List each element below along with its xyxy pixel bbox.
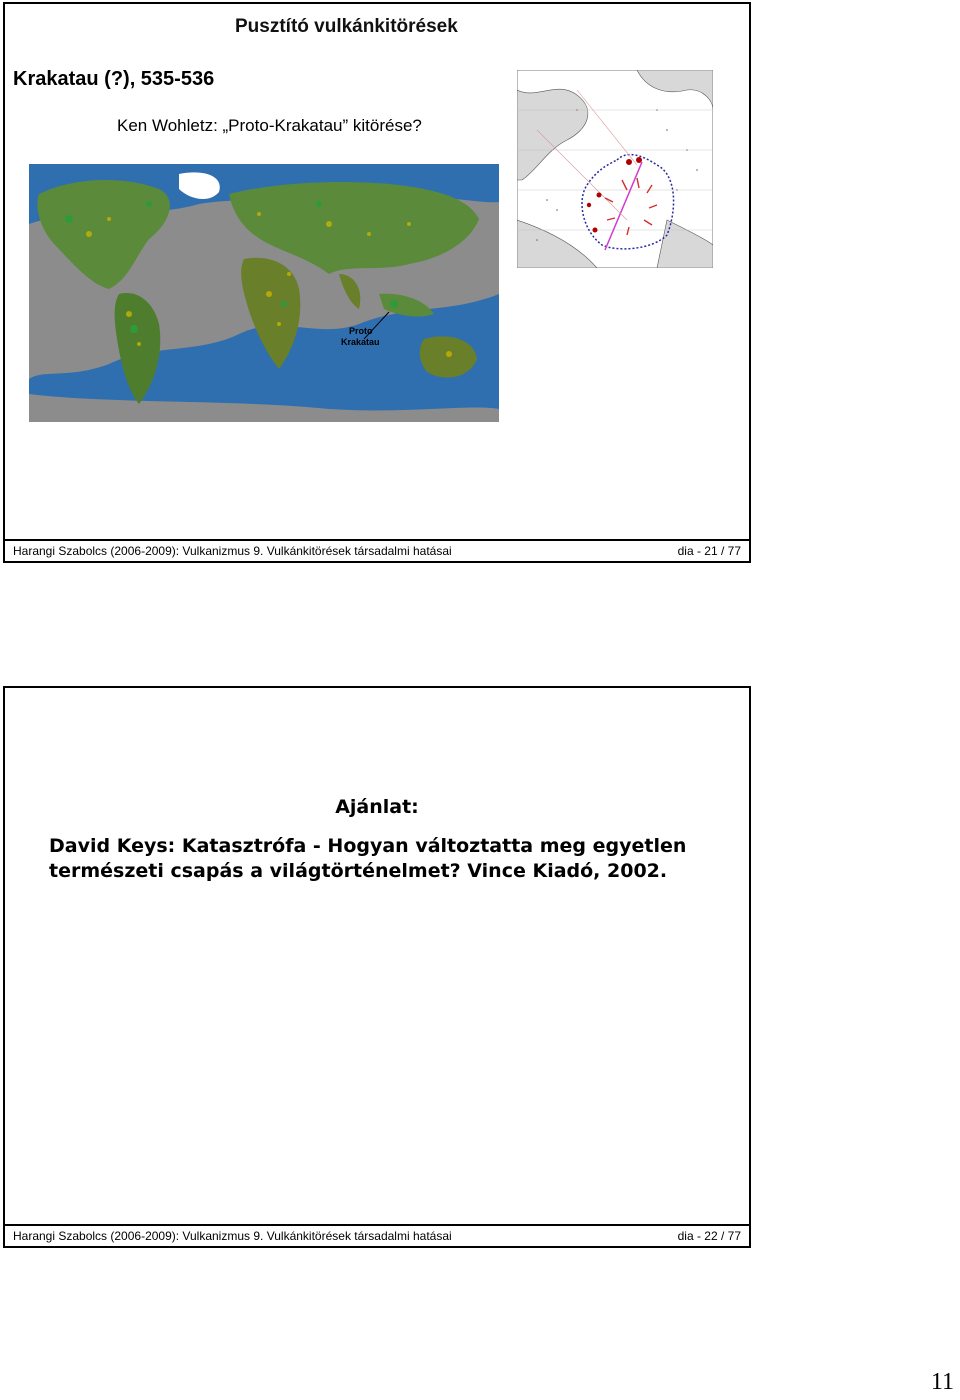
slide-heading: Ajánlat: <box>335 796 419 818</box>
slide-note: Ken Wohletz: „Proto-Krakatau” kitörése? <box>117 116 422 135</box>
slide-footer <box>5 1224 749 1246</box>
slide-subtitle: Krakatau (?), 535-536 <box>13 68 215 90</box>
map-label-proto: Proto <box>349 326 373 336</box>
slide-21 <box>3 2 751 563</box>
map-label-krakatau: Krakatau <box>341 337 380 347</box>
footer-course: Harangi Szabolcs (2006-2009): Vulkanizmus 9. Vulkánkitörések társadalmi hatásai <box>13 544 452 558</box>
nautical-chart-image <box>517 70 713 268</box>
slide-body: David Keys: Katasztrófa - Hogyan változtatta meg egyetlen természeti csapás a világtörténelmet? Vince Kiadó, 2002. <box>49 835 687 882</box>
footer-slide-number: dia - 21 / 77 <box>677 544 741 558</box>
world-map-image <box>29 164 499 422</box>
footer-course: Harangi Szabolcs (2006-2009): Vulkanizmus 9. Vulkánkitörések társadalmi hatásai <box>13 1229 452 1243</box>
slide-footer <box>5 539 749 561</box>
page-number: 11 <box>930 1369 954 1395</box>
slide-22 <box>3 686 751 1248</box>
footer-slide-number: dia - 22 / 77 <box>677 1229 741 1243</box>
slide-title: Pusztító vulkánkitörések <box>235 16 458 37</box>
